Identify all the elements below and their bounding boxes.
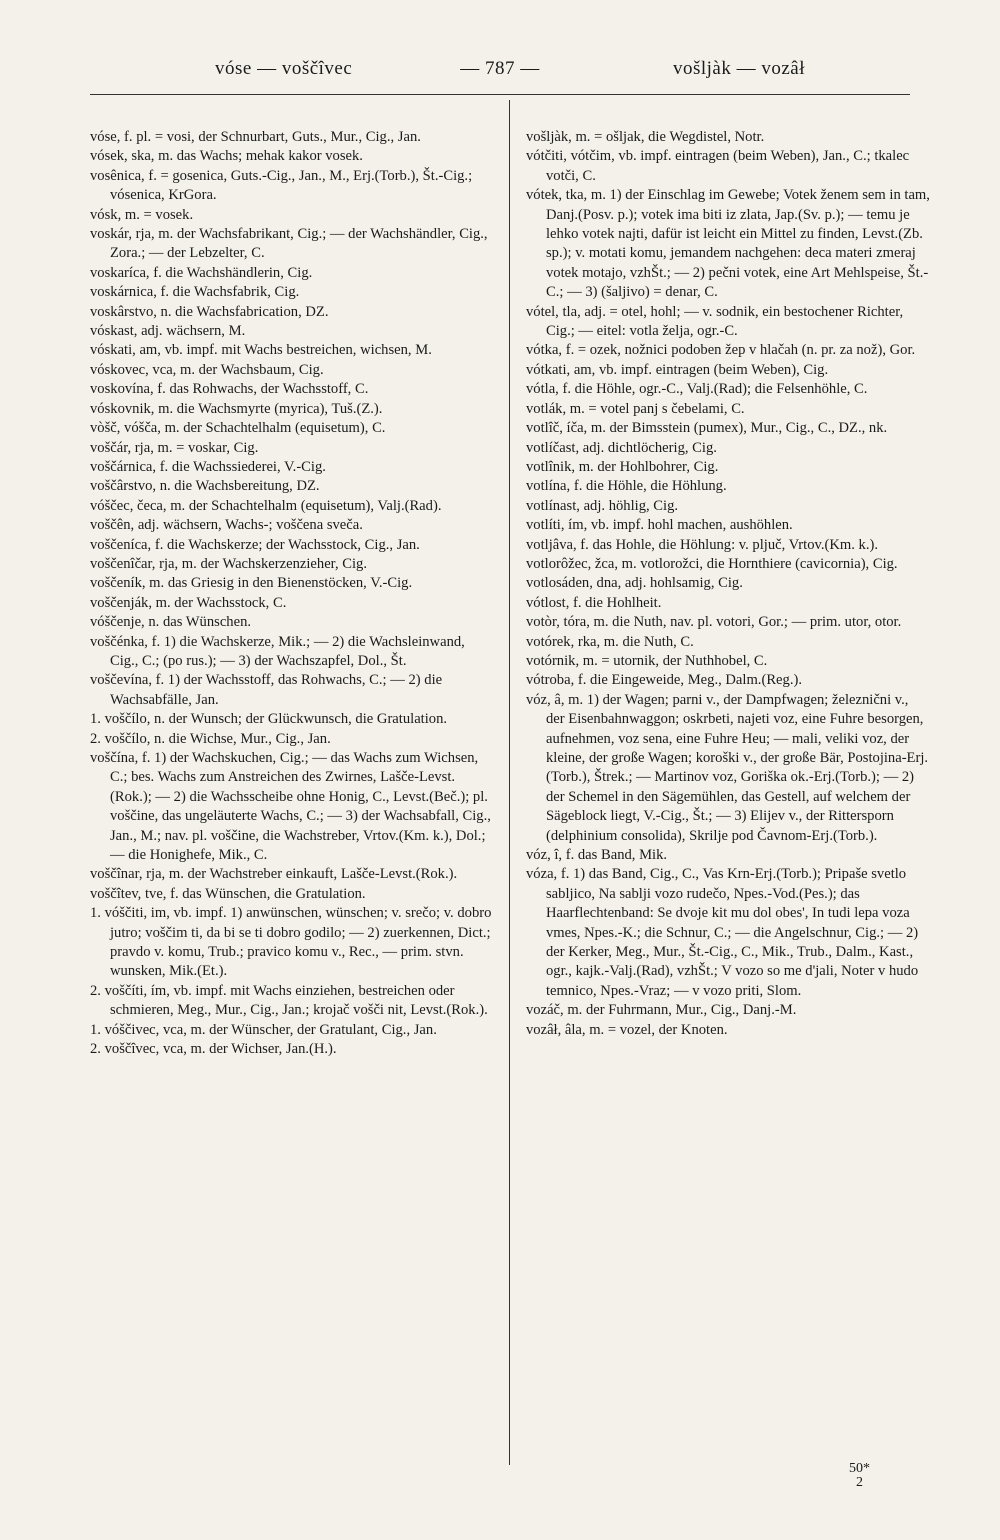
dictionary-entry: voščînar, rja, m. der Wachstreber einkauft, Lašče-Levst.(Rok.). <box>90 866 458 883</box>
dictionary-entry: voščár, rja, m. = voskar, Cig. <box>90 439 259 456</box>
dictionary-entry: vótek, tka, m. 1) der Einschlag im Gewebe; Votek ženem sem in tam, Danj.(Posv. p.); votek ima biti iz zlata, Jap.(Sv. p.); — temu je lehko votek najti, dafür ist leicht ein Mittel zu finden, Levst.(Zb. sp.); v. motati komu, jemandem nachgehen: deca materi zmeraj votek motajo, vzhŠt.; — 2) pečni votek, eine Art Mehlspeise, Št.-C.; — 3) (šaljivo) = denar, C. <box>526 187 930 301</box>
dictionary-entry: votlák, m. = votel panj s čebelami, C. <box>526 400 745 417</box>
dictionary-entry: voskaríca, f. die Wachshändlerin, Cig. <box>90 264 313 281</box>
sheet-sub: 2 <box>856 1475 863 1490</box>
dictionary-entry: 2. voščíti, ím, vb. impf. mit Wachs einziehen, bestreichen oder schmieren, Meg., Mur., Cig., Jan.; krojač vošči nit, Levst.(Rok.). <box>90 982 488 1019</box>
dictionary-entry: votlîč, íča, m. der Bimsstein (pumex), Mur., Cig., C., DZ., nk. <box>526 420 888 437</box>
dictionary-entry: votlína, f. die Höhle, die Höhlung. <box>526 478 727 495</box>
dictionary-entry: vósk, m. = vosek. <box>90 206 194 223</box>
dictionary-entry: voščína, f. 1) der Wachskuchen, Cig.; — das Wachs zum Wichsen, C.; bes. Wachs zum Anstreichen des Zwirnes, Lašče-Levst.(Rok.); — 2) die Wachsscheibe ohne Honig, C., Levst.(Beč.); pl. voščine, das ungeläuterte Wachs, C.; — 3) der Wachsabfall, Cig., Jan., M.; nav. pl. voščine, die Wachstreber, Vrtov.(Km. k.), Dol.; — die Honighefe, Mik., C. <box>90 750 491 864</box>
dictionary-entry: voščeníca, f. die Wachskerze; der Wachsstock, Cig., Jan. <box>90 536 420 553</box>
dictionary-entry: votlínast, adj. höhlig, Cig. <box>526 497 679 514</box>
left-column <box>90 128 494 1060</box>
dictionary-entry: votlînik, m. der Hohlbohrer, Cig. <box>526 458 719 475</box>
dictionary-entry: voščên, adj. wächsern, Wachs-; voščena sveča. <box>90 517 363 534</box>
sheet-star: * <box>863 1461 870 1476</box>
dictionary-entry: 2. voščílo, n. die Wichse, Mur., Cig., Jan. <box>90 730 331 747</box>
dictionary-entry: vóščenje, n. das Wünschen. <box>90 614 252 631</box>
sheet-number: 50 <box>849 1461 863 1476</box>
dictionary-entry: vóz, î, f. das Band, Mik. <box>526 847 668 864</box>
dictionary-entry: votórek, rka, m. die Nuth, C. <box>526 633 694 650</box>
page-header <box>90 58 910 88</box>
dictionary-entry: vótroba, f. die Eingeweide, Meg., Dalm.(Reg.). <box>526 672 802 689</box>
dictionary-entry: vósek, ska, m. das Wachs; mehak kakor vosek. <box>90 148 363 165</box>
dictionary-entry: voščevína, f. 1) der Wachsstoff, das Rohwachs, C.; — 2) die Wachsabfälle, Jan. <box>90 672 443 708</box>
dictionary-entry: vóskovec, vca, m. der Wachsbaum, Cig. <box>90 361 324 378</box>
dictionary-entry: vóskast, adj. wächsern, M. <box>90 323 246 340</box>
dictionary-entry: voščîtev, tve, f. das Wünschen, die Gratulation. <box>90 885 366 902</box>
dictionary-entry: voščeník, m. das Griesig in den Bienenstöcken, V.-Cig. <box>90 575 413 592</box>
dictionary-entry: votlorôžec, žca, m. votlorožci, die Hornthiere (cavicornia), Cig. <box>526 555 898 572</box>
dictionary-entry: vótel, tla, adj. = otel, hohl; — v. sodnik, ein bestochener Richter, Cig.; — eitel: votla želja, ogr.-C. <box>526 303 904 340</box>
dictionary-entry: vozâł, âla, m. = vozel, der Knoten. <box>526 1021 728 1038</box>
dictionary-entry: vóse, f. pl. = vosi, der Schnurbart, Guts., Mur., Cig., Jan. <box>90 129 421 145</box>
dictionary-entry: voščenják, m. der Wachsstock, C. <box>90 594 287 611</box>
header-right-guideword: vošljàk — vozâł <box>672 58 805 79</box>
dictionary-entry: votljâva, f. das Hohle, die Höhlung: v. pljuč, Vrtov.(Km. k.). <box>526 536 879 553</box>
dictionary-entry: votórnik, m. = utornik, der Nuthhobel, C. <box>526 652 768 669</box>
dictionary-entry: vótkati, am, vb. impf. eintragen (beim Weben), Cig. <box>526 361 829 378</box>
dictionary-entry: vòšč, vóšča, m. der Schachtelhalm (equisetum), C. <box>90 420 386 437</box>
dictionary-entry: vošljàk, m. = ošljak, die Wegdistel, Notr. <box>526 129 765 145</box>
dictionary-entry: votlíčast, adj. dichtlöcherig, Cig. <box>526 439 717 456</box>
header-rule <box>90 94 910 95</box>
dictionary-entry: 1. vóščivec, vca, m. der Wünscher, der Gratulant, Cig., Jan. <box>90 1021 437 1038</box>
dictionary-entry: vóz, â, m. 1) der Wagen; parni v., der Dampfwagen; železnični v., der Eisenbahnwaggon; oskrbeti, najeti voz, eine Fuhre besorgen, aufnehmen, voz sena, eine Fuhre Heu; — mali, veliki voz, der kleine, der große Wagen; koroški v., der große Bär, Postojina-Erj.(Torb.), Štrek.; — Martinov voz, Goriška ok.-Erj.(Torb.); — 2) der Schemel in den Sägemühlen, das Gestell, auf welchem der Sägeblock liegt, V.-Cig., Št.; — 3) Elijev v., der Rittersporn (delphinium consolida), Skrilje pod Čavnom-Erj.(Torb.). <box>526 691 929 844</box>
dictionary-entry: voščârstvo, n. die Wachsbereitung, DZ. <box>90 478 320 495</box>
dictionary-entry: vóskovnik, m. die Wachsmyrte (myrica), Tuš.(Z.). <box>90 400 383 417</box>
dictionary-entry: vozáč, m. der Fuhrmann, Mur., Cig., Danj.-M. <box>526 1002 797 1019</box>
page-number: — 787 — <box>460 58 540 79</box>
dictionary-entry: votòr, tóra, m. die Nuth, nav. pl. votori, Gor.; — prim. utor, otor. <box>526 614 902 631</box>
dictionary-entry: vótlost, f. die Hohlheit. <box>526 594 662 611</box>
dictionary-entry: vosênica, f. = gosenica, Guts.-Cig., Jan., M., Erj.(Torb.), Št.-Cig.; vósenica, KrGora. <box>90 167 473 204</box>
dictionary-entry: voskár, rja, m. der Wachsfabrikant, Cig.; — der Wachshändler, Cig., Zora.; — der Lebzelter, C. <box>90 226 488 262</box>
signature-mark <box>849 1462 870 1490</box>
header-left-guideword: vóse — voščîvec <box>215 58 353 79</box>
right-column <box>526 128 930 1040</box>
dictionary-entry: vótla, f. die Höhle, ogr.-C., Valj.(Rad); die Felsenhöhle, C. <box>526 381 868 398</box>
dictionary-entry: 2. voščîvec, vca, m. der Wichser, Jan.(H.). <box>90 1041 337 1058</box>
dictionary-entry: voščárnica, f. die Wachssiederei, V.-Cig. <box>90 458 326 475</box>
dictionary-entry: voskovína, f. das Rohwachs, der Wachsstoff, C. <box>90 381 369 398</box>
dictionary-entry: vóza, f. 1) das Band, Cig., C., Vas Krn-Erj.(Torb.); Pripaše svetlo sabljico, Na sablji vozo rudečo, Npes.-Vod.(Pes.); das Haarflechtenband: Se dvoje kit mu dol obes', In tudi lepa voza vmes, Npes.-K.; die Schnur, C.; — die Angelschnur, Cig.; — 2) der Kerker, Meg., Mur., Št.-Cig., C., Mik., Trub., Dalm., Kast., ogr., kajk.-Valj.(Rad), vzhŠt.; V vozo so me d'jali, Noter v hudo temnico, Npes.-Vraz; — v vozo priti, Slom. <box>526 866 919 999</box>
dictionary-entry: vóščec, čeca, m. der Schachtelhalm (equisetum), Valj.(Rad). <box>90 497 442 514</box>
dictionary-entry: vótka, f. = ozek, nožnici podoben žep v hlačah (n. pr. za nož), Gor. <box>526 342 916 359</box>
dictionary-entry: vótčiti, vótčim, vb. impf. eintragen (beim Weben), Jan., C.; tkalec votči, C. <box>526 148 910 184</box>
dictionary-entry: votlosáden, dna, adj. hohlsamig, Cig. <box>526 575 743 592</box>
dictionary-entry: voskárnica, f. die Wachsfabrik, Cig. <box>90 284 300 301</box>
column-divider <box>509 100 510 1465</box>
dictionary-entry: voščenîčar, rja, m. der Wachskerzenzieher, Cig. <box>90 555 367 572</box>
dictionary-entry: voskârstvo, n. die Wachsfabrication, DZ. <box>90 303 329 320</box>
dictionary-entry: vóskati, am, vb. impf. mit Wachs bestreichen, wichsen, M. <box>90 342 432 359</box>
dictionary-entry: 1. vóščiti, im, vb. impf. 1) anwünschen, wünschen; v. srečo; v. dobro jutro; voščim ti, da bi se ti dobro godilo; — 2) zuerkennen, Dict.; pravdo v. komu, Trub.; pravico komu v., Rec., — prim. stvn. wunsken, Mik.(Et.). <box>90 905 492 980</box>
dictionary-entry: votlíti, ím, vb. impf. hohl machen, aushöhlen. <box>526 517 793 534</box>
dictionary-entry: 1. voščílo, n. der Wunsch; der Glückwunsch, die Gratulation. <box>90 711 448 728</box>
dictionary-entry: voščénka, f. 1) die Wachskerze, Mik.; — 2) die Wachsleinwand, Cig., C.; (po rus.); — 3) der Wachszapfel, Dol., Št. <box>90 633 465 669</box>
